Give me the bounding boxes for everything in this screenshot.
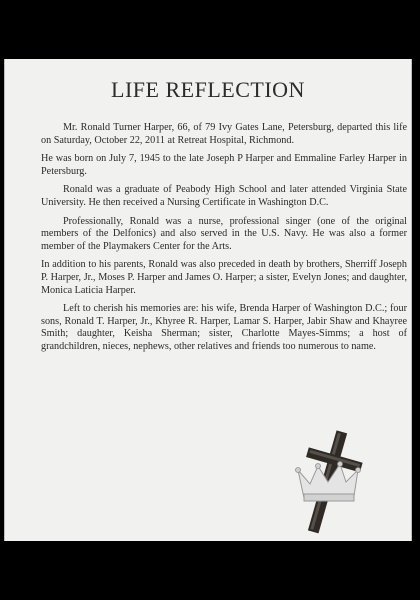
obituary-body bbox=[41, 122, 407, 360]
paragraph-birth: He was born on July 7, 1945 to the late Joseph P Harper and Emmaline Farley Harper in Petersburg. bbox=[41, 153, 407, 177]
paragraph-preceded: In addition to his parents, Ronald was also preceded in death by brothers, Sherriff Joseph P. Harper, Jr., Moses P. Harper and James O. Harper; a sister, Evelyn Jones; and daughter, Monica Laticia Harper. bbox=[41, 259, 407, 296]
page-title: LIFE REFLECTION bbox=[111, 77, 305, 102]
cross-and-crown-icon bbox=[288, 426, 368, 538]
paragraph-career: Professionally, Ronald was a nurse, professional singer (one of the original members of the Delfonics) and also served in the U.S. Navy. He was also a former member of the Playmakers Center for the Arts. bbox=[41, 215, 407, 252]
paragraph-education: Ronald was a graduate of Peabody High School and later attended Virginia State University. He then received a Nursing Certificate in Washington D.C. bbox=[41, 184, 407, 208]
obituary-page bbox=[4, 59, 412, 541]
paragraph-death-notice: Mr. Ronald Turner Harper, 66, of 79 Ivy Gates Lane, Petersburg, departed this life on Saturday, October 22, 2011 at Retreat Hospital, Richmond. bbox=[41, 122, 407, 146]
paragraph-survivors: Left to cherish his memories are: his wife, Brenda Harper of Washington D.C.; four sons, Ronald T. Harper, Jr., Khyree R. Harper, Lamar S. Harper, Jabir Shaw and Khayree Smith; daughter, Keisha Sherman; sister, Charlotte Mayes-Simms; a host of grandchildren, nieces, nephews, other relatives and friends too numerous to name. bbox=[41, 303, 407, 352]
